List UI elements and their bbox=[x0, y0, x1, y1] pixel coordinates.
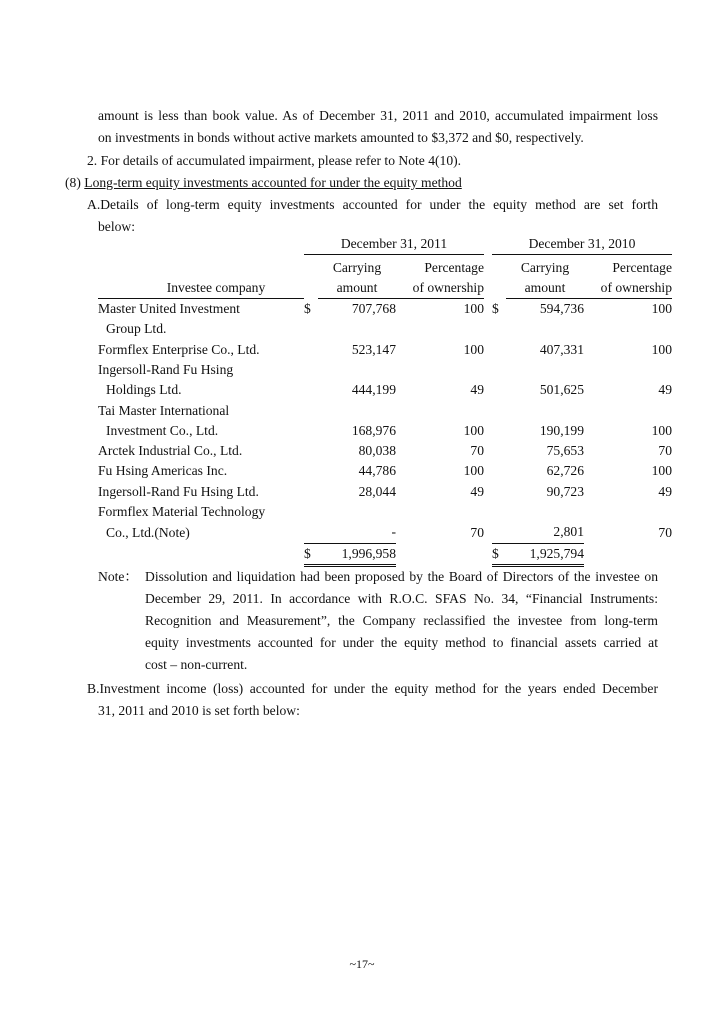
table-row bbox=[98, 461, 672, 481]
table-row bbox=[98, 340, 672, 360]
pct-2011: 100 bbox=[463, 301, 484, 317]
section-title: Long-term equity investments accounted for under the equity method bbox=[84, 175, 462, 190]
amount-2010: 594,736 bbox=[539, 301, 584, 317]
note-line: Recognition and Measurement”, the Company reclassified the investee from long-term bbox=[145, 613, 658, 628]
col-ownership: of ownership bbox=[584, 278, 672, 299]
section-number: (8) bbox=[65, 175, 81, 190]
investee-name-cont: Group Ltd. bbox=[106, 321, 167, 337]
pct-2011: 100 bbox=[463, 463, 484, 479]
period-2010: December 31, 2010 bbox=[492, 234, 672, 255]
table-row bbox=[98, 319, 672, 339]
amount-2011: 444,199 bbox=[351, 382, 396, 398]
table-row bbox=[98, 522, 672, 543]
paragraph-line: below: bbox=[98, 219, 135, 234]
total-2010: 1,925,794 bbox=[506, 543, 584, 565]
investee-name-cont: Holdings Ltd. bbox=[106, 382, 182, 398]
pct-2010: 100 bbox=[651, 341, 672, 357]
col-percentage: Percentage bbox=[424, 259, 484, 275]
currency-sign: $ bbox=[492, 543, 506, 565]
paragraph-line: 31, 2011 and 2010 is set forth below: bbox=[98, 703, 300, 718]
pct-2011: 49 bbox=[470, 483, 484, 499]
page-number: ~17~ bbox=[349, 957, 375, 971]
table-row bbox=[98, 482, 672, 502]
note-label: Note： bbox=[98, 569, 139, 584]
amount-2010: 190,199 bbox=[539, 422, 584, 438]
pct-2011: 100 bbox=[463, 422, 484, 438]
amount-2010: 2,801 bbox=[506, 522, 584, 543]
paragraph-line: B.Investment income (loss) accounted for under the equity method for the years ended December bbox=[87, 681, 658, 696]
investee-name: Arctek Industrial Co., Ltd. bbox=[98, 443, 243, 459]
amount-2010: 501,625 bbox=[539, 382, 584, 398]
col-amount: amount bbox=[506, 278, 584, 299]
currency-sign: $ bbox=[304, 301, 311, 317]
investee-name: Fu Hsing Americas Inc. bbox=[98, 463, 228, 479]
amount-2011: 707,768 bbox=[351, 301, 396, 317]
col-ownership: of ownership bbox=[396, 278, 484, 299]
paragraph-line: amount is less than book value. As of December 31, 2011 and 2010, accumulated impairment loss bbox=[98, 108, 658, 123]
investee-name: Formflex Enterprise Co., Ltd. bbox=[98, 341, 260, 357]
pct-2010: 49 bbox=[658, 483, 672, 499]
currency-sign: $ bbox=[304, 543, 318, 565]
pct-2011: 70 bbox=[470, 443, 484, 459]
period-2011: December 31, 2011 bbox=[304, 234, 484, 255]
paragraph-line: A.Details of long-term equity investments accounted for under the equity method are set forth bbox=[87, 197, 658, 212]
amount-2011: 523,147 bbox=[351, 341, 396, 357]
pct-2010: 100 bbox=[651, 422, 672, 438]
table-row bbox=[98, 441, 672, 461]
note-line: cost – non-current. bbox=[145, 657, 248, 672]
table-row bbox=[98, 421, 672, 441]
note-line: December 29, 2011. In accordance with R.O.C. SFAS No. 34, “Financial Instruments: bbox=[145, 591, 658, 606]
investee-name: Tai Master International bbox=[98, 402, 230, 418]
pct-2010: 100 bbox=[651, 463, 672, 479]
section-heading bbox=[65, 172, 462, 193]
pct-2011: 100 bbox=[463, 341, 484, 357]
col-percentage: Percentage bbox=[612, 259, 672, 275]
amount-2011: - bbox=[318, 522, 396, 543]
period-header-row bbox=[98, 234, 672, 255]
table-row bbox=[98, 360, 672, 380]
note-line: equity investments accounted for under the equity method to financial assets carried at bbox=[145, 635, 658, 650]
table-row bbox=[98, 401, 672, 421]
note-line: Dissolution and liquidation had been proposed by the Board of Directors of the investee on bbox=[145, 569, 658, 584]
table-row bbox=[98, 380, 672, 400]
pct-2010: 70 bbox=[658, 443, 672, 459]
amount-2011: 168,976 bbox=[351, 422, 396, 438]
amount-2011: 44,786 bbox=[358, 463, 396, 479]
investments-table bbox=[98, 234, 672, 567]
table-row bbox=[98, 502, 672, 522]
pct-2011: 49 bbox=[470, 382, 484, 398]
amount-2010: 407,331 bbox=[539, 341, 584, 357]
col-investee: Investee company bbox=[98, 278, 304, 299]
col-amount: amount bbox=[318, 278, 396, 299]
col-carrying: Carrying bbox=[332, 259, 382, 275]
pct-2011: 70 bbox=[470, 524, 484, 540]
total-2011: 1,996,958 bbox=[318, 543, 396, 565]
paragraph-line: on investments in bonds without active markets amounted to $3,372 and $0, respectively. bbox=[98, 130, 584, 145]
investee-name-cont: Investment Co., Ltd. bbox=[106, 422, 219, 438]
pct-2010: 49 bbox=[658, 382, 672, 398]
amount-2011: 80,038 bbox=[358, 443, 396, 459]
amount-2010: 62,726 bbox=[546, 463, 584, 479]
investee-name: Ingersoll-Rand Fu Hsing Ltd. bbox=[98, 483, 259, 499]
column-header-row-1 bbox=[98, 255, 672, 278]
pct-2010: 100 bbox=[651, 301, 672, 317]
investee-name: Ingersoll-Rand Fu Hsing bbox=[98, 361, 234, 377]
investee-name: Formflex Material Technology bbox=[98, 504, 266, 520]
currency-sign: $ bbox=[492, 301, 499, 317]
column-header-row-2 bbox=[98, 278, 672, 299]
total-row bbox=[98, 543, 672, 565]
table-row bbox=[98, 299, 672, 320]
col-carrying: Carrying bbox=[520, 259, 570, 275]
amount-2011: 28,044 bbox=[358, 483, 396, 499]
amount-2010: 75,653 bbox=[546, 443, 584, 459]
investee-name-cont: Co., Ltd.(Note) bbox=[106, 524, 190, 540]
investee-name: Master United Investment bbox=[98, 301, 240, 317]
list-item: 2. For details of accumulated impairment, please refer to Note 4(10). bbox=[87, 153, 462, 168]
pct-2010: 70 bbox=[658, 524, 672, 540]
amount-2010: 90,723 bbox=[546, 483, 584, 499]
